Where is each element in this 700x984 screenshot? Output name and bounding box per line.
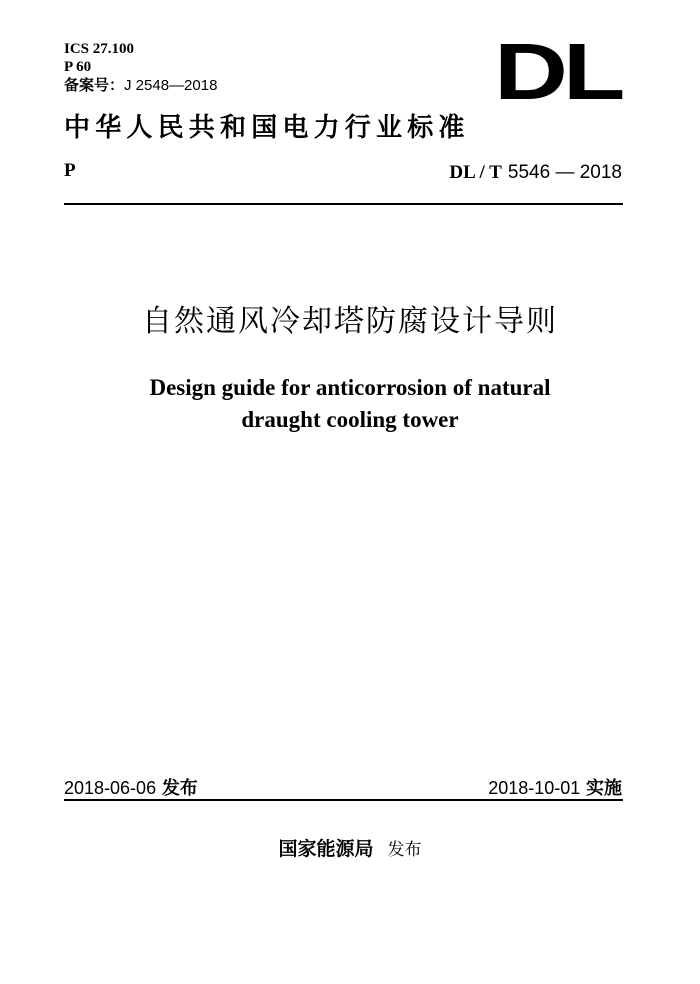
standard-prefix: DL / T (449, 162, 502, 183)
issuer (0, 834, 700, 861)
standard-code: 5546 — 2018 (507, 162, 622, 183)
implement-date (488, 774, 622, 800)
title-english-line2: draught cooling tower (241, 407, 459, 432)
publish-date (64, 774, 198, 800)
implement-date-value: 2018-10-01 (488, 778, 581, 798)
implement-label: 实施 (586, 778, 622, 799)
record-value: J 2548—2018 (124, 77, 218, 94)
standard-number (449, 160, 622, 185)
title-english (0, 372, 700, 436)
title-english-line1: Design guide for anticorrosion of natural (149, 375, 551, 400)
ics-code: ICS 27.100 (64, 41, 135, 57)
record-label: 备案号： (64, 76, 125, 94)
category-code: P 60 (64, 59, 92, 75)
document-meta (64, 40, 217, 95)
industry-standard-title: 中华人民共和国电力行业标准 (64, 113, 470, 143)
header-divider (64, 203, 623, 205)
classification-letter: P (64, 160, 76, 181)
title-chinese: 自然通风冷却塔防腐设计导则 (142, 304, 558, 339)
publish-label: 发布 (161, 778, 198, 799)
dl-logo: DL (494, 27, 621, 116)
publish-date-value: 2018-06-06 (64, 778, 157, 798)
record-number (64, 76, 217, 95)
footer-divider (64, 799, 623, 801)
issuer-action: 发布 (387, 840, 422, 860)
issuer-organization: 国家能源局 (278, 838, 374, 860)
